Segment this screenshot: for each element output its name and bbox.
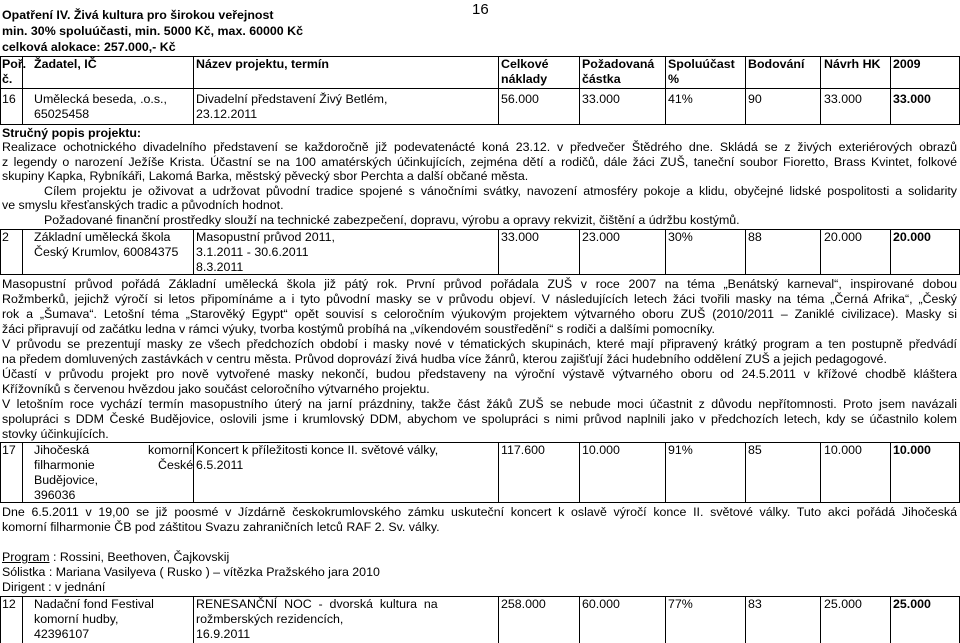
- measure-conditions: min. 30% spoluúčasti, min. 5000 Kč, max. 60000 Kč: [2, 24, 303, 38]
- col-border: [22, 596, 23, 643]
- col-border: [820, 596, 821, 643]
- applicant-id: 396036: [34, 488, 76, 502]
- col-header-project: Název projektu, termín: [196, 57, 329, 71]
- col-border: [890, 229, 891, 274]
- requested-amount: 60.000: [582, 597, 620, 611]
- total-costs: 33.000: [501, 230, 539, 244]
- applicant-id: 42396107: [34, 627, 90, 641]
- description-line: žáci připravují od začátku ledna v rámci výuky, tvorba kostýmů probíhá na „víkendovém soustředění“ s rodiči a dalšími pomocníky.: [2, 322, 715, 336]
- col-border: [579, 442, 580, 502]
- row-number: 16: [2, 92, 16, 106]
- col-border: [498, 229, 499, 274]
- col-border: [745, 596, 746, 643]
- description-line: komorní filharmonie ČB pod záštitou Svazu zahraničních letců RAF 2. Sv. války.: [2, 520, 440, 534]
- soloist-line: Sólistka : Mariana Vasilyeva ( Rusko ) – vítězka Pražského jara 2010: [2, 565, 380, 579]
- program-text: : Rossini, Beethoven, Čajkovskij: [49, 550, 230, 564]
- col-header-share: Spoluúčast: [668, 57, 735, 71]
- cofinancing-share: 91%: [668, 443, 693, 457]
- col-header-score: Bodování: [748, 57, 805, 71]
- col-border: [665, 442, 666, 502]
- col-border: [0, 442, 1, 502]
- col-border: [890, 56, 891, 124]
- col-border: [745, 56, 746, 124]
- col-border: [498, 442, 499, 502]
- col-border: [579, 596, 580, 643]
- project-date: 23.12.2011: [196, 107, 258, 121]
- cofinancing-share: 41%: [668, 92, 693, 106]
- project-name: Masopustní průvod 2011,: [196, 230, 335, 244]
- description-line: Požadované finanční prostředky slouží na technické zabezpečení, dopravu, výrobu a opravy rekvizit, čištění a údržbu kostýmů.: [44, 213, 740, 227]
- project-date: 6.5.2011: [196, 458, 244, 472]
- col-border: [665, 56, 666, 124]
- description-line: rok a „Šumava“. Letošní téma „Starověký Egypt“ opět souvisí s celoročním výukovým projektem výtvarného oboru ZUŠ (2010/2011 – Zaniklé civilizace). Masky si: [2, 307, 957, 321]
- row-number: 2: [2, 230, 9, 244]
- col-border: [193, 596, 194, 643]
- col-header-share-2: %: [668, 72, 680, 86]
- col-border: [498, 56, 499, 124]
- col-border: [579, 56, 580, 124]
- col-border: [890, 596, 891, 643]
- score: 83: [748, 597, 762, 611]
- total-costs: 56.000: [501, 92, 539, 106]
- project-name-2: rožmberských rezidencích,: [196, 612, 344, 626]
- col-border: [665, 596, 666, 643]
- col-border: [665, 229, 666, 274]
- description-line: Účastí v průvodu projekt pro nově vytvořené masky nekončí, budou představeny na výroční výstavě výtvarného oboru od 24.5.2011 v křížové chodbě kláštera: [2, 367, 957, 381]
- col-header-2009: 2009: [893, 57, 921, 71]
- row-border: [0, 124, 960, 125]
- header-bottom-border: [0, 88, 960, 89]
- col-border: [745, 229, 746, 274]
- program-label: Program: [2, 550, 50, 564]
- project-name: RENESANČNÍ NOC - dvorská kultura na: [196, 597, 438, 611]
- committee-proposal: 25.000: [824, 597, 862, 611]
- description-line: Rožmberků, jejichž výročí si letos připomínáme a i tyto původní masky se v průvodu objeví. V následujících letech žáci tvořili masky na téma „Černá Afrika“, „Český: [2, 292, 957, 306]
- col-border: [498, 596, 499, 643]
- project-date: 16.9.2011: [196, 627, 251, 641]
- score: 88: [748, 230, 762, 244]
- amount-2009: 25.000: [893, 597, 931, 611]
- row-number: 12: [2, 597, 16, 611]
- applicant-name: Umělecká beseda, .o.s.,: [34, 92, 167, 106]
- description-heading: Stručný popis projektu:: [2, 126, 142, 140]
- committee-proposal: 20.000: [824, 230, 862, 244]
- project-date-2: 8.3.2011: [196, 260, 244, 274]
- col-header-order-2: č.: [2, 72, 13, 86]
- col-border: [0, 596, 1, 643]
- applicant-name: Nadační fond Festival: [34, 597, 154, 611]
- requested-amount: 10.000: [582, 443, 620, 457]
- col-border: [193, 229, 194, 274]
- description-line: Cílem projektu je oživovat a udržovat původní tradice spojené s vánočními svátky, navození atmosféry pokoje a klidu, obyčejné lidské pospolitosti a solidarity: [44, 184, 957, 198]
- applicant-name-4: České: [158, 458, 194, 472]
- col-header-costs-2: náklady: [501, 72, 548, 86]
- applicant-id: Český Krumlov, 60084375: [34, 245, 179, 259]
- applicant-name-3: filharmonie: [34, 458, 95, 472]
- applicant-city: Budějovice,: [34, 473, 99, 487]
- col-header-proposal: Návrh HK: [824, 57, 881, 71]
- description-line: Realizace ochotnického divadelního představení se každoročně již podevatenácté koná 23.12. v předvečer Štědrého dne. Skládá se z živých exteriérových obrazů: [2, 140, 957, 154]
- project-name: Divadelní představení Živý Betlém,: [196, 92, 388, 106]
- program-line: [2, 550, 229, 565]
- col-border: [22, 442, 23, 502]
- project-name: Koncert k příležitosti konce II. světové války,: [196, 443, 439, 457]
- conductor-line: Dirigent : v jednání: [2, 580, 106, 594]
- row-number: 17: [2, 443, 16, 457]
- col-border: [0, 56, 1, 124]
- col-border: [193, 56, 194, 124]
- col-border: [745, 442, 746, 502]
- description-line: Dne 6.5.2011 v 19,00 se již poosmé v Jízdárně českokrumlovského zámku uskuteční koncert k oslavě výročí konce II. světové války. Tuto akci pořádá Jihočeská: [2, 505, 957, 519]
- requested-amount: 23.000: [582, 230, 620, 244]
- measure-title: Opatření IV. Živá kultura pro širokou veřejnost: [2, 8, 274, 22]
- description-line: skupiny Kapka, Rybníkáři, Lakomá Barka, městský pěvecký sbor Perchta a další občané města.: [2, 169, 529, 183]
- table-top-border: [0, 56, 960, 57]
- description-line: stovky účinkujících.: [2, 427, 109, 441]
- description-line: Křížovníků s červenou hvězdou jako součást celoročního výtvarného projektu.: [2, 382, 430, 396]
- applicant-name: Jihočeská: [34, 443, 90, 457]
- col-border: [193, 442, 194, 502]
- description-line: spolupráci s DDM České Budějovice, oslovili jsme i krumlovský DDM, abychom ve spolupráci s nimi průvod naplnili jako v předchozích letech, kdy se účastnilo kolem: [2, 412, 957, 426]
- description-line: ve smyslu křesťanských tradic a původních hodnot.: [2, 198, 284, 212]
- applicant-name-2: komorní hudby,: [34, 612, 119, 626]
- cofinancing-share: 30%: [668, 230, 693, 244]
- cofinancing-share: 77%: [668, 597, 693, 611]
- col-header-applicant: Žadatel, IČ: [34, 57, 97, 71]
- description-line: Masopustní průvod pořádá Základní umělecká škola již pátý rok. První průvod pořádala ZUŠ v roce 2007 na téma „Benátský karneval“, inspirované dobou: [2, 277, 957, 291]
- amount-2009: 10.000: [893, 443, 931, 457]
- requested-amount: 33.000: [582, 92, 620, 106]
- description-line: V letošním roce vychází termín masopustního úterý na jarní prázdniny, takže část žáků ZUŠ se nebude moci účastnit z důvodu nepřítomnosti. Proto jsem navázali: [2, 397, 957, 411]
- applicant-name: Základní umělecká škola: [34, 230, 171, 244]
- col-header-costs: Celkové: [501, 57, 549, 71]
- amount-2009: 33.000: [893, 92, 931, 106]
- total-costs: 258.000: [501, 597, 546, 611]
- col-header-order: Poř.: [2, 57, 27, 71]
- col-border: [820, 229, 821, 274]
- measure-allocation: celková alokace: 257.000,- Kč: [2, 40, 176, 54]
- row-border: [0, 502, 960, 503]
- col-border: [820, 56, 821, 124]
- committee-proposal: 10.000: [824, 443, 862, 457]
- col-header-requested-2: částka: [582, 72, 621, 86]
- total-costs: 117.600: [501, 443, 545, 457]
- page-number: 16: [472, 1, 489, 18]
- description-line: V průvodu se prezentují masky ze všech předchozích období i masky nové v tématických skupinách, které mají připravený krátký program a ten postupně předvádí: [2, 337, 957, 351]
- col-border: [890, 442, 891, 502]
- applicant-name-2: komorní: [148, 443, 193, 457]
- row-border: [0, 274, 960, 275]
- description-line: z legendy o narození Ježíše Krista. Účastní se na 100 amatérských účinkujících, zejména dětí a rodičů, dále žáci ZUŠ, taneční soubor Fioretto, Brass Kvintet, folkové: [2, 155, 957, 169]
- score: 90: [748, 92, 762, 106]
- col-border: [0, 229, 1, 274]
- col-header-requested: Požadovaná: [582, 57, 655, 71]
- score: 85: [748, 443, 762, 457]
- committee-proposal: 33.000: [824, 92, 862, 106]
- amount-2009: 20.000: [893, 230, 931, 244]
- applicant-id: 65025458: [34, 107, 90, 121]
- col-border: [22, 229, 23, 274]
- col-border: [820, 442, 821, 502]
- project-date: 3.1.2011 - 30.6.2011: [196, 245, 309, 259]
- description-line: na předem domluvených zastávkách v centru města. Průvod doprovází živá hudba více žánrů, kterou zajišťují žáci hudebního oddělení ZUŠ a jejich pedagogové.: [2, 352, 887, 366]
- row-border: [0, 442, 960, 443]
- col-border: [579, 229, 580, 274]
